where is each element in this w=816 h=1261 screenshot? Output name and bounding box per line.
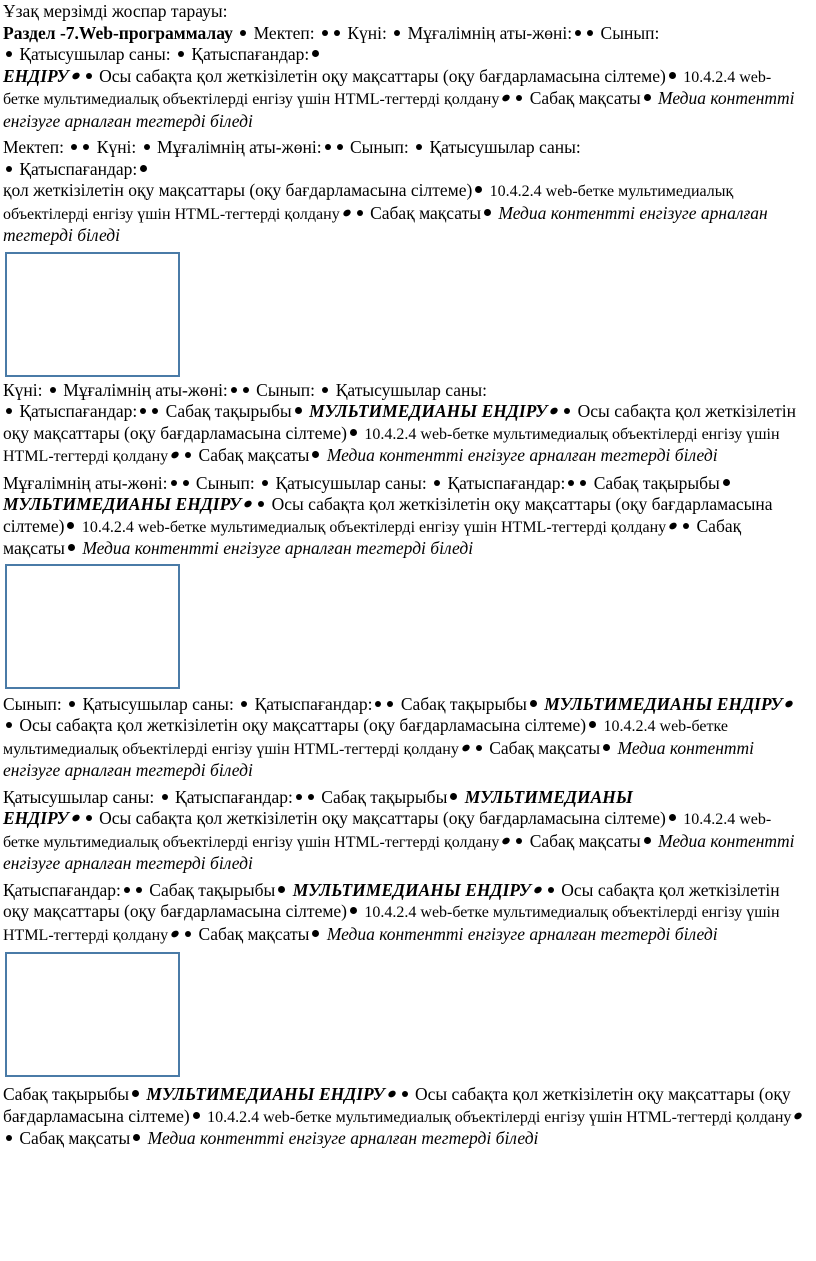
bullet-icon [132, 1090, 139, 1097]
bullet-icon [71, 813, 81, 823]
topic-label: Сабақ тақырыбы [165, 401, 292, 421]
bullet-icon [387, 701, 393, 707]
objective-text: 10.4.2.4 web-бетке мультимедиалық объектілерді енгізу үшін HTML-тегтерді қолдану [3, 68, 772, 108]
bullet-icon [243, 387, 249, 393]
bullet-icon [475, 186, 482, 193]
bullet-icon [476, 745, 482, 751]
topic-label: Сабақ тақырыбы [149, 879, 276, 900]
bullet-icon [124, 887, 130, 893]
bullet-icon [723, 479, 730, 486]
bullet-icon [185, 931, 191, 937]
lesson-goal-text: Медиа контентті енгізуге арналған тегтерді біледі [3, 737, 755, 780]
lesson-goal-text: Медиа контентті енгізуге арналған тегтерді біледі [3, 202, 768, 245]
bullet-icon [669, 814, 676, 821]
bullet-icon [258, 501, 264, 507]
bullet-icon [152, 408, 158, 414]
long-term-plan-label: Ұзақ мерзімді жоспар тарауы: [3, 1, 228, 21]
absent-label: Қатыспағандар: [175, 786, 293, 807]
bullet-icon [312, 451, 319, 458]
goals-ref-label: Осы сабақта қол жеткізілетін оқу мақсаттары (оқу бағдарламасына сілтеме) [99, 65, 666, 86]
bullet-icon [140, 165, 147, 172]
paragraph-5 [3, 694, 807, 782]
topic-label: Сабақ тақырыбы [400, 693, 527, 714]
lesson-goal-label: Сабақ мақсаты [198, 445, 310, 465]
teacher-label: Мұғалімнің аты-жөні: [3, 472, 168, 493]
bullet-icon [140, 408, 146, 414]
bullet-icon [580, 480, 586, 486]
topic-label: Сабақ тақырыбы [321, 786, 448, 807]
class-label: Сынып: [600, 22, 660, 43]
present-label: Қатысушылар саны: [275, 472, 427, 493]
bullet-icon [337, 144, 343, 150]
bullet-icon [434, 480, 440, 486]
paragraph-3 [3, 380, 807, 468]
bullet-icon [568, 480, 574, 486]
bullet-icon [312, 930, 319, 937]
lesson-goal-label: Сабақ мақсаты [198, 923, 310, 944]
bullet-icon [6, 51, 12, 57]
objective-text: 10.4.2.4 web-бетке мультимедиалық объектілерді енгізу үшін HTML-тегтерді қолдану [3, 811, 772, 851]
bullet-icon [416, 144, 422, 150]
bullet-icon [243, 499, 253, 509]
bullet-icon [6, 408, 12, 414]
topic-title-fragment: МУЛЬТИМЕДИАНЫ [464, 786, 633, 807]
bullet-icon [402, 1091, 408, 1097]
bullet-icon [322, 30, 328, 36]
bullet-icon [461, 743, 471, 753]
bullet-icon [375, 701, 381, 707]
bullet-icon [325, 144, 331, 150]
bullet-icon [644, 94, 651, 101]
bullet-icon [68, 544, 75, 551]
lesson-goal-text: Медиа контентті енгізуге арналған тегтерді біледі [147, 1128, 539, 1148]
bullet-icon [86, 815, 92, 821]
bullet-icon [533, 885, 543, 895]
slide-thumbnail-2 [5, 564, 180, 689]
bullet-icon [516, 95, 522, 101]
bullet-icon [136, 887, 142, 893]
bullet-icon [548, 887, 554, 893]
lesson-goal-text: Медиа контентті енгізуге арналған тегтерді біледі [326, 923, 718, 944]
goals-ref-label: Осы сабақта қол жеткізілетін оқу мақсаттары (оқу бағдарламасына сілтеме) [3, 401, 797, 443]
present-label: Қатысушылар саны: [19, 44, 171, 64]
bullet-icon [589, 721, 596, 728]
objective-text: 10.4.2.4 web-бетке мультимедиалық объектілерді енгізу үшін HTML-тегтерді қолдану [3, 904, 780, 944]
bullet-icon [394, 30, 400, 36]
bullet-icon [603, 744, 610, 751]
section-label: Раздел -7.Web-программалау [3, 22, 233, 43]
present-label: Қатысушылар саны: [82, 693, 234, 714]
bullet-icon [501, 93, 511, 103]
absent-label: Қатыспағандар: [447, 472, 566, 493]
lesson-goal-text: Медиа контентті енгізуге арналған тегтерді біледі [3, 830, 795, 873]
bullet-icon [67, 522, 74, 529]
topic-title: МУЛЬТИМЕДИАНЫ ЕНДІРУ [292, 879, 531, 900]
school-label: Мектеп: [3, 137, 65, 157]
absent-label: Қатыспағандар: [191, 44, 310, 64]
date-label: Күні: [96, 137, 137, 157]
present-label: Қатысушылар саны: [3, 786, 155, 807]
bullet-icon [549, 406, 559, 416]
bullet-icon [193, 1112, 200, 1119]
lesson-goal-label: Сабақ мақсаты [370, 202, 481, 223]
lesson-goal-text: Медиа контентті енгізуге арналған тегтерді біледі [82, 538, 474, 558]
absent-label: Қатыспағандар: [3, 879, 121, 900]
bullet-icon [6, 722, 12, 728]
bullet-icon [575, 30, 581, 36]
objective-text: 10.4.2.4 web-бетке мультимедиалық объектілерді енгізу үшін HTML-тегтерді қолдану [3, 718, 728, 758]
bullet-icon [501, 836, 511, 846]
bullet-icon [516, 838, 522, 844]
date-label: Күні: [3, 379, 43, 400]
lesson-goal-label: Сабақ мақсаты [529, 830, 641, 851]
slide-thumbnail-3 [5, 952, 180, 1077]
bullet-icon [587, 30, 593, 36]
bullet-icon [312, 50, 319, 57]
teacher-label: Мұғалімнің аты-жөні: [407, 22, 573, 43]
topic-title: МУЛЬТИМЕДИАНЫ ЕНДІРУ [146, 1084, 385, 1104]
paragraph-2 [3, 137, 807, 247]
paragraph-4 [3, 473, 807, 560]
bullet-icon [334, 30, 340, 36]
bullet-icon [296, 794, 302, 800]
objective-text: 10.4.2.4 web-бетке мультимедиалық объектілерді енгізу үшін HTML-тегтерді қолдану [207, 1108, 792, 1126]
goals-ref-label: қол жеткізілетін оқу мақсаттары (оқу бағдарламасына сілтеме) [3, 180, 473, 200]
bullet-icon [240, 30, 246, 36]
paragraph-6 [3, 787, 807, 875]
bullet-icon [564, 408, 570, 414]
goals-ref-label: Осы сабақта қол жеткізілетін оқу мақсаттары (оқу бағдарламасына сілтеме) [3, 494, 773, 536]
bullet-icon [71, 71, 81, 81]
lesson-goal-text: Медиа контентті енгізуге арналған тегтерді біледі [326, 445, 718, 465]
bullet-icon [241, 701, 247, 707]
paragraph-7 [3, 880, 807, 947]
bullet-icon [322, 387, 328, 393]
lesson-goal-label: Сабақ мақсаты [529, 88, 641, 108]
bullet-icon [170, 450, 180, 460]
bullet-icon [50, 387, 56, 393]
bullet-icon [387, 1089, 397, 1099]
teacher-label: Мұғалімнің аты-жөні: [157, 137, 322, 157]
bullet-icon [308, 794, 314, 800]
bullet-icon [231, 387, 237, 393]
bullet-icon [669, 72, 676, 79]
bullet-icon [170, 929, 180, 939]
present-label: Қатысушылар саны: [429, 137, 581, 157]
bullet-icon [86, 73, 92, 79]
absent-label: Қатыспағандар: [19, 401, 138, 421]
bullet-icon [171, 480, 177, 486]
bullet-icon [668, 521, 678, 531]
goals-ref-label: Осы сабақта қол жеткізілетін оқу мақсаттары (оқу бағдарламасына сілтеме) [3, 879, 780, 921]
class-label: Сынып: [349, 137, 409, 157]
lesson-goal-label: Сабақ мақсаты [3, 515, 742, 558]
bullet-icon [71, 144, 77, 150]
class-label: Сынып: [256, 379, 315, 400]
topic-label: Сабақ тақырыбы [3, 1084, 130, 1104]
bullet-icon [6, 166, 12, 172]
topic-title: МУЛЬТИМЕДИАНЫ ЕНДІРУ [309, 401, 548, 421]
paragraph-1 [3, 1, 807, 132]
topic-label: Сабақ тақырыбы [593, 472, 720, 493]
objective-text: 10.4.2.4 web-бетке мультимедиалық объектілерді енгізу үшін HTML-тегтерді қолдану [81, 518, 667, 536]
bullet-icon [484, 209, 491, 216]
bullet-icon [784, 699, 794, 709]
paragraph-8 [3, 1084, 807, 1150]
absent-label: Қатыспағандар: [254, 693, 373, 714]
bullet-icon [357, 210, 363, 216]
bullet-icon [350, 429, 357, 436]
objective-text: 10.4.2.4 web-бетке мультимедиалық объектілерді енгізу үшін HTML-тегтерді қолдану [3, 183, 734, 223]
goals-ref-label: Осы сабақта қол жеткізілетін оқу мақсаттары (оқу бағдарламасына сілтеме) [99, 808, 666, 828]
bullet-icon [644, 837, 651, 844]
objective-text: 10.4.2.4 web-бетке мультимедиалық объектілерді енгізу үшін HTML-тегтерді қолдану [3, 425, 780, 465]
bullet-icon [278, 886, 285, 893]
topic-title-fragment: ЕНДІРУ [3, 808, 69, 828]
goals-ref-label: Осы сабақта қол жеткізілетін оқу мақсаттары (оқу бағдарламасына сілтеме) [19, 715, 587, 735]
bullet-icon [530, 700, 537, 707]
bullet-icon [83, 144, 89, 150]
bullet-icon [450, 793, 457, 800]
bullet-icon [178, 51, 184, 57]
bullet-icon [69, 701, 75, 707]
bullet-icon [183, 480, 189, 486]
bullet-icon [185, 452, 191, 458]
topic-title-fragment: ЕНДІРУ [3, 65, 69, 86]
teacher-label: Мұғалімнің аты-жөні: [63, 379, 228, 400]
lesson-goal-label: Сабақ мақсаты [489, 737, 601, 758]
school-label: Мектеп: [253, 22, 315, 43]
date-label: Күні: [347, 22, 387, 43]
bullet-icon [144, 144, 150, 150]
bullet-icon [683, 523, 689, 529]
bullet-icon [295, 407, 302, 414]
topic-title: МУЛЬТИМЕДИАНЫ ЕНДІРУ [544, 693, 783, 714]
bullet-icon [350, 907, 357, 914]
lesson-goal-text: Медиа контентті енгізуге арналған тегтерді біледі [3, 88, 795, 131]
goals-ref-label: Осы сабақта қол жеткізілетін оқу мақсаттары (оқу бағдарламасына сілтеме) [3, 1084, 791, 1126]
bullet-icon [162, 794, 168, 800]
lesson-goal-label: Сабақ мақсаты [19, 1128, 131, 1148]
bullet-icon [793, 1111, 803, 1121]
bullet-icon [262, 480, 268, 486]
present-label: Қатысушылар саны: [335, 379, 487, 400]
bullet-icon [342, 208, 352, 218]
bullet-icon [133, 1134, 140, 1141]
class-label: Сынып: [3, 693, 62, 714]
topic-title: МУЛЬТИМЕДИАНЫ ЕНДІРУ [3, 494, 242, 514]
slide-thumbnail-1 [5, 252, 180, 377]
bullet-icon [6, 1135, 12, 1141]
absent-label: Қатыспағандар: [19, 158, 138, 179]
class-label: Сынып: [195, 472, 255, 493]
